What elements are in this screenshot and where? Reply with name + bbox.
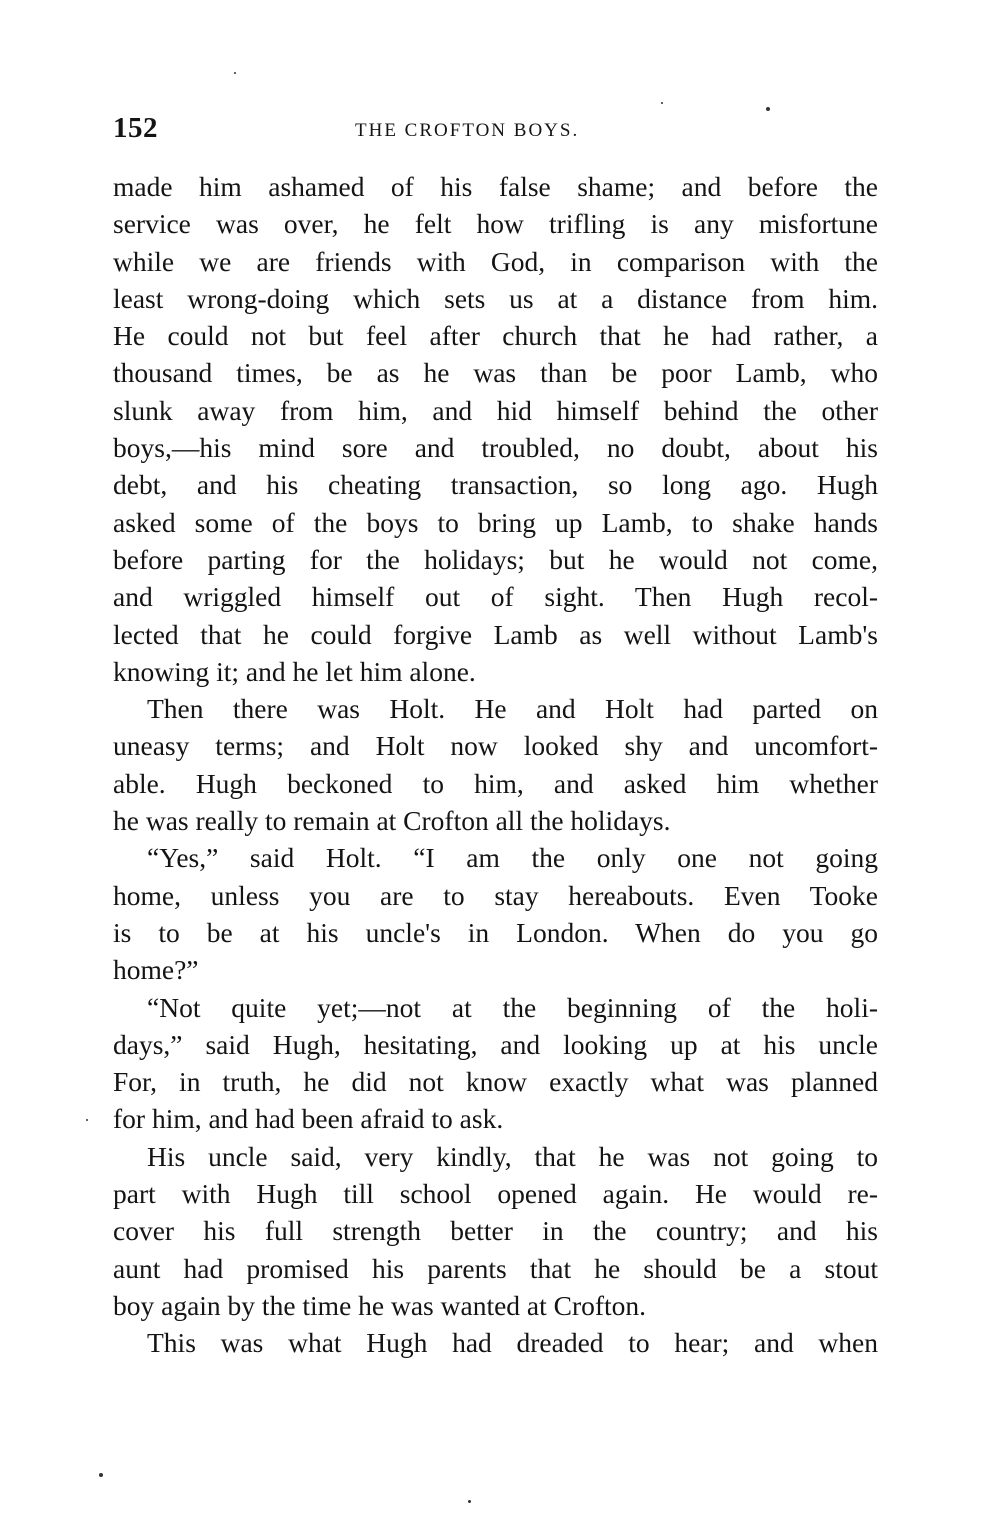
paragraph-start-line: His uncle said, very kindly, that he was not going to [147,1140,878,1172]
paragraph-start-line: This was what Hugh had dreaded to hear; and when [147,1327,878,1359]
scan-speck [766,107,770,111]
text-line: home, unless you are to stay hereabouts. Even Tooke [113,879,878,911]
scan-speck [86,1119,88,1121]
text-line: thousand times, be as he was than be poor Lamb, who [113,357,878,389]
page-header [113,112,878,152]
paragraph-start-line: “Not quite yet;—not at the beginning of the holi- [147,991,878,1023]
text-line: slunk away from him, and hid himself behind the other [113,394,878,426]
text-line: he was really to remain at Crofton all the holidays. [113,805,671,837]
text-line: part with Hugh till school opened again. He would re- [113,1178,878,1210]
text-line: He could not but feel after church that he had rather, a [113,320,878,352]
text-line: made him ashamed of his false shame; and before the [113,171,878,202]
text-line: aunt had promised his parents that he should be a stout [113,1252,878,1284]
text-line: least wrong-doing which sets us at a distance from him. [113,282,878,314]
scan-speck [234,72,236,74]
text-line: while we are friends with God, in comparison with the [113,245,878,277]
scan-speck [661,102,663,104]
text-line: uneasy terms; and Holt now looked shy and uncomfort- [113,730,878,762]
text-line: days,” said Hugh, hesitating, and looking up at his uncle [113,1028,878,1060]
page-number: 152 [113,112,158,144]
text-line: for him, and had been afraid to ask. [113,1103,504,1135]
text-line: service was over, he felt how trifling is any misfortune [113,208,878,240]
paragraph-start-line: “Yes,” said Holt. “I am the only one not going [147,842,878,874]
text-line: cover his full strength better in the country; and his [113,1215,878,1247]
text-line: able. Hugh beckoned to him, and asked him whether [113,767,878,799]
text-line: asked some of the boys to bring up Lamb, to shake hands [113,506,878,538]
text-line: is to be at his uncle's in London. When do you go [113,916,878,948]
text-line: boys,—his mind sore and troubled, no doubt, about his [113,432,878,464]
scan-speck [99,1473,103,1477]
text-line: home?” [113,954,199,986]
running-title: THE CROFTON BOYS. [355,120,580,141]
paragraph-start-line: Then there was Holt. He and Holt had parted on [147,693,878,725]
text-line: For, in truth, he did not know exactly what was planned [113,1066,878,1098]
text-line: debt, and his cheating transaction, so long ago. Hugh [113,469,878,501]
text-line: lected that he could forgive Lamb as well without Lamb's [113,618,878,650]
scan-speck [468,1500,471,1503]
text-line: boy again by the time he was wanted at Crofton. [113,1289,647,1321]
text-line: knowing it; and he let him alone. [113,655,476,687]
text-line: and wriggled himself out of sight. Then Hugh recol- [113,581,878,613]
text-line: before parting for the holidays; but he would not come, [113,543,878,575]
body-text [113,168,878,1362]
